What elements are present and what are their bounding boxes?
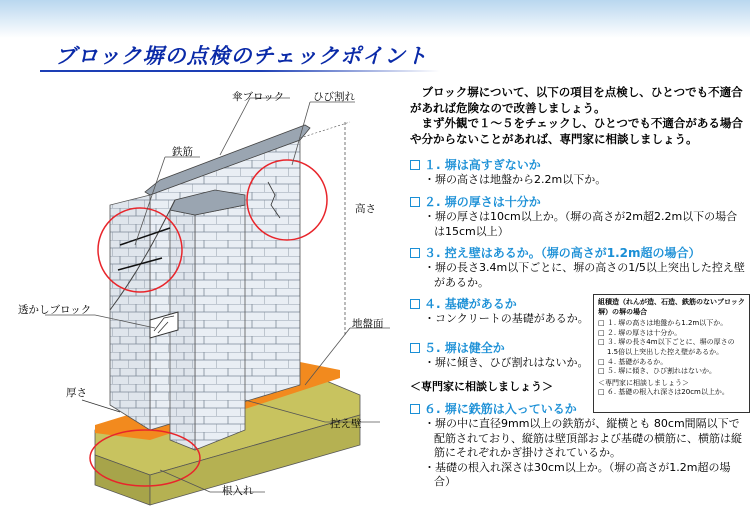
check-item-2 xyxy=(410,194,745,239)
checkbox-icon[interactable] xyxy=(410,160,420,170)
title-underline xyxy=(40,70,440,72)
sidebox-header: 組積造（れんが造、石造、鉄筋のないブロック塀）の塀の場合 xyxy=(598,298,745,316)
check-bullet: ・ 塀の中に直径9mm以上の鉄筋が、縦横とも 80cm間隔以下で配筋されており、縦筋は壁頂部および基礎の横筋に、横筋は縦筋にそれぞれかぎ掛けされているか。 xyxy=(410,417,745,461)
sidebox-item: □ ４. 基礎があるか。 xyxy=(598,358,745,368)
checkbox-icon[interactable] xyxy=(410,404,420,414)
label-jibanmen: 地盤面 xyxy=(352,318,384,330)
sidebox-item: □ ５. 塀に傾き、ひび割れはないか。 xyxy=(598,367,745,377)
label-neire: 根入れ xyxy=(222,485,254,497)
check-item-3 xyxy=(410,245,745,290)
check-item-1 xyxy=(410,157,745,188)
intro-paragraph: ブロック塀について、以下の項目を点検し、ひとつでも不適合があれば危険なので改善しましょう。 xyxy=(410,85,743,115)
check-bullet: ・ 塀に傾き、ひび割れはないか。 xyxy=(410,356,590,371)
checkbox-icon[interactable] xyxy=(410,343,420,353)
check-bullet: ・ 塀の厚さは10cm以上か。（塀の高さが2m超2.2m以下の場合は15cm以上） xyxy=(410,210,745,239)
intro-paragraph: まず外観で１～５をチェックし、ひとつでも不適合がある場合や分からないことがあれば、専門家に相談しましょう。 xyxy=(410,116,743,146)
check-bullet: ・ コンクリートの基礎があるか。 xyxy=(410,312,590,327)
block-wall-illustration xyxy=(0,85,400,531)
check-item-5 xyxy=(410,340,590,371)
label-sukashi: 透かしブロック xyxy=(18,304,92,316)
label-hibiware: ひび割れ xyxy=(313,91,355,103)
sidebox-item: □ ６. 基礎の根入れ深さは20cm以上か。 xyxy=(598,388,745,398)
check-title: １. 塀は高すぎないか xyxy=(424,158,541,172)
page-title: ブロック塀の点検のチェックポイント xyxy=(55,44,428,68)
checkbox-icon[interactable] xyxy=(410,299,420,309)
sidebox-item: □ ２. 塀の厚さは十分か。 xyxy=(598,329,745,339)
check-title: ２. 塀の厚さは十分か xyxy=(424,195,541,209)
checkbox-icon[interactable] xyxy=(410,197,420,207)
check-title: ６. 塀に鉄筋は入っているか xyxy=(424,402,577,416)
intro-text xyxy=(410,85,745,147)
sidebox-consult: ＜専門家に相談しましょう＞ xyxy=(598,378,689,387)
check-item-6 xyxy=(410,401,745,490)
check-title: ３. 控え壁はあるか。（塀の高さが1.2m超の場合） xyxy=(424,246,701,260)
label-tekkin: 鉄筋 xyxy=(172,146,193,158)
checkbox-icon[interactable] xyxy=(410,248,420,258)
check-bullet: ・ 基礎の根入れ深さは30cm以上か。（塀の高さが1.2m超の場合） xyxy=(410,461,745,490)
label-atsusa: 厚さ xyxy=(66,387,87,399)
check-title: ４. 基礎があるか xyxy=(424,297,517,311)
consult-heading: ＜専門家に相談しましょう＞ xyxy=(410,380,553,393)
masonry-checklist-box xyxy=(593,294,750,413)
check-item-4 xyxy=(410,296,590,327)
label-takasa: 高さ xyxy=(355,203,376,215)
buttress-face xyxy=(195,205,245,450)
sidebox-item: □ ３. 塀の長さ4m以下ごとに、塀の厚さの1.5倍以上突出した控え壁があるか。 xyxy=(598,338,745,357)
sidebox-item: □ １. 塀の高さは地盤から1.2m以下か。 xyxy=(598,319,745,329)
label-hikaekabe: 控え壁 xyxy=(330,418,362,430)
check-bullet: ・ 塀の高さは地盤から2.2m以下か。 xyxy=(410,173,745,188)
wall-side xyxy=(110,195,150,430)
check-bullet: ・ 塀の長さ3.4m以下ごとに、塀の高さの1/5以上突出した控え壁があるか。 xyxy=(410,261,745,290)
label-kasa-block: 傘ブロック xyxy=(232,91,285,103)
header-band xyxy=(0,0,750,38)
check-title: ５. 塀は健全か xyxy=(424,341,505,355)
